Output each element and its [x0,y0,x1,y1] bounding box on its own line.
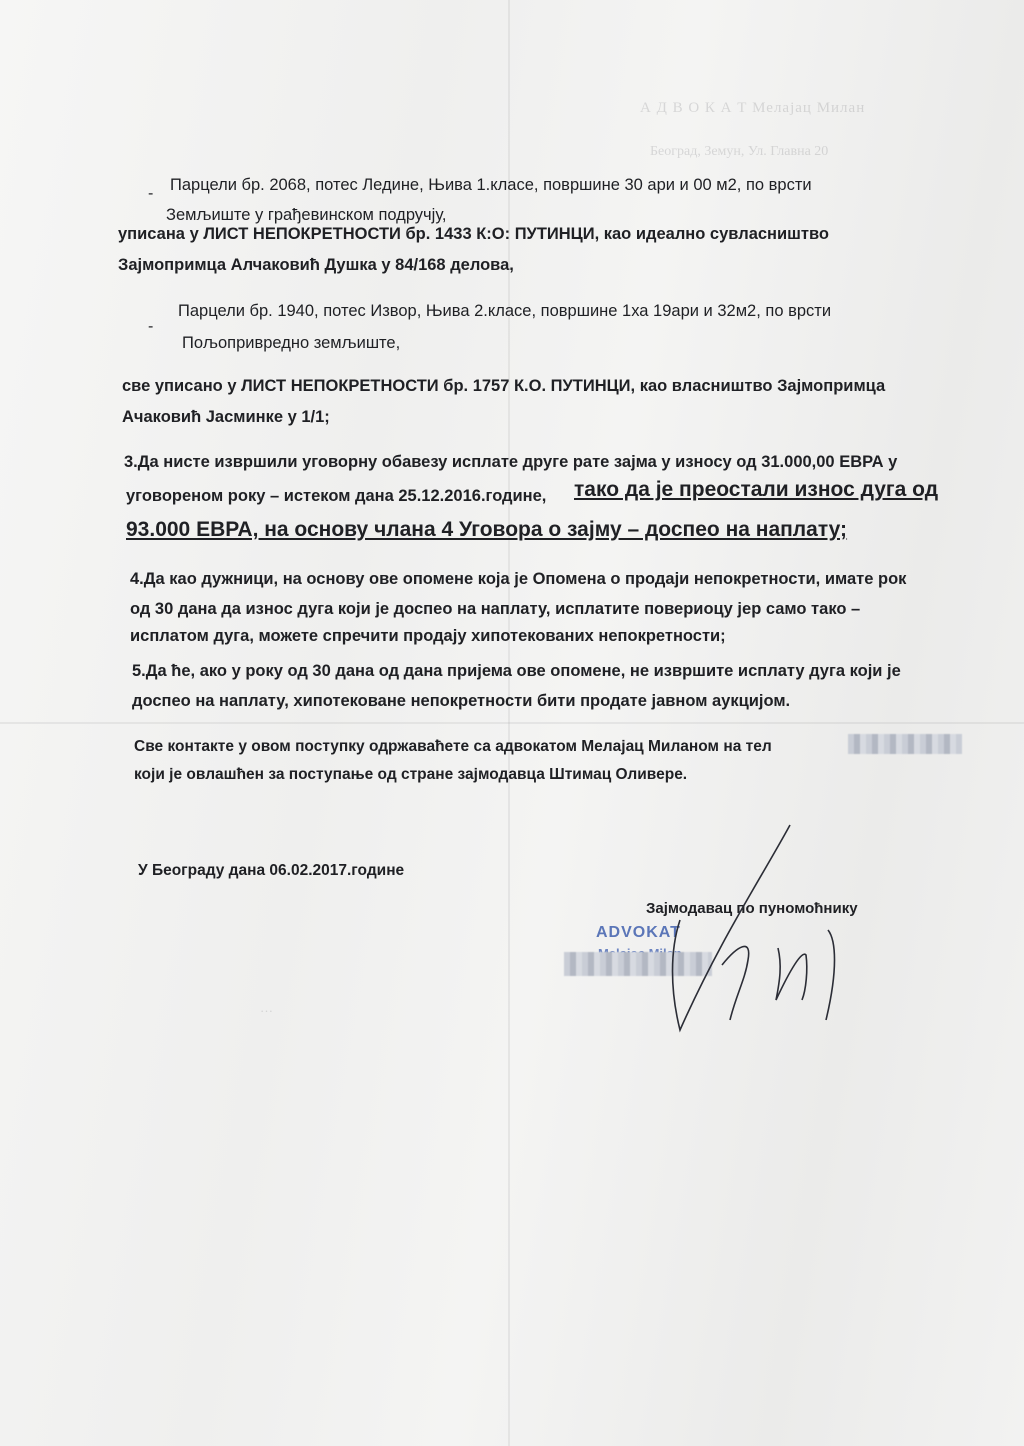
entry1-line1: уписана у ЛИСТ НЕПОКРЕТНОСТИ бр. 1433 К:О: ПУТИНЦИ, као идеално сувласништво [118,225,829,243]
handwritten-signature [640,820,870,1050]
p4-line1: 4.Да као дужници, на основу ове опомене која је Опомена о продаји непокретности, имате рок [130,570,907,588]
bullet1-line1: Парцели бр. 2068, потес Ледине, Њива 1.класе, површине 30 ари и 00 м2, по врсти [170,176,812,194]
p3-line1: 3.Да нисте извршили уговорну обавезу исплате друге рате зајма у износу од 31.000,00 ЕВРА у [124,453,898,471]
p3-line3-emphasis: 93.000 ЕВРА, на основу члана 4 Уговора о зајму – доспео на наплату; [126,518,848,541]
bullet-dash: - [148,318,154,335]
p5-line2: доспео на наплату, хипотековане непокретности бити продате јавном аукцијом. [132,692,791,710]
p3-line2a: уговореном року – истеком дана 25.12.2016.године, [126,487,547,505]
signatory-label: Зајмодавац по пуномоћнику [646,900,858,917]
ghost-text: … [260,1000,273,1015]
entry2-line1: све уписано у ЛИСТ НЕПОКРЕТНОСТИ бр. 1757 К.О. ПУТИНЦИ, као власништво Зајмопримца [122,377,886,395]
bullet2-line2: Пољопривредно земљиште, [182,334,401,352]
bullet-dash: - [148,185,154,202]
ghost-header-address: Београд, Земун, Ул. Главна 20 [650,144,829,159]
stamp-title: ADVOKAT [596,924,681,941]
contact-line1: Све контакте у овом поступку одржаваћете са адвокатом Мелајац Миланом на тел [134,738,772,755]
paper-fold-horizontal [0,722,1024,724]
date-line: У Београду дана 06.02.2017.године [138,862,405,879]
p3-line2b-emphasis: тако да је преостали износ дуга од [574,478,939,501]
p4-line3: исплатом дуга, можете спречити продају хипотекованих непокретности; [130,627,726,645]
p4-line2: од 30 дана да износ дуга који је доспео на наплату, исплатите повериоцу јер само тако – [130,600,861,618]
redacted-phone [848,734,962,754]
entry1-line2: Зајмопримца Алчаковић Душка у 84/168 делова, [118,256,514,274]
bullet2-line1: Парцели бр. 1940, потес Извор, Њива 2.класе, површине 1ха 19ари и 32м2, по врсти [178,302,832,320]
contact-line2: који је овлашћен за поступање од стране зајмодавца Штимац Оливере. [134,766,688,783]
ghost-header-title: А Д В О К А Т Мелајац Милан [640,100,866,116]
entry2-line2: Ачаковић Јасминке у 1/1; [122,408,330,426]
bullet1-line2: Земљиште у грађевинском подручју, [166,206,447,224]
p5-line1: 5.Да ће, ако у року од 30 дана од дана пријема ове опомене, не извршите исплату дуга који је [132,662,901,680]
